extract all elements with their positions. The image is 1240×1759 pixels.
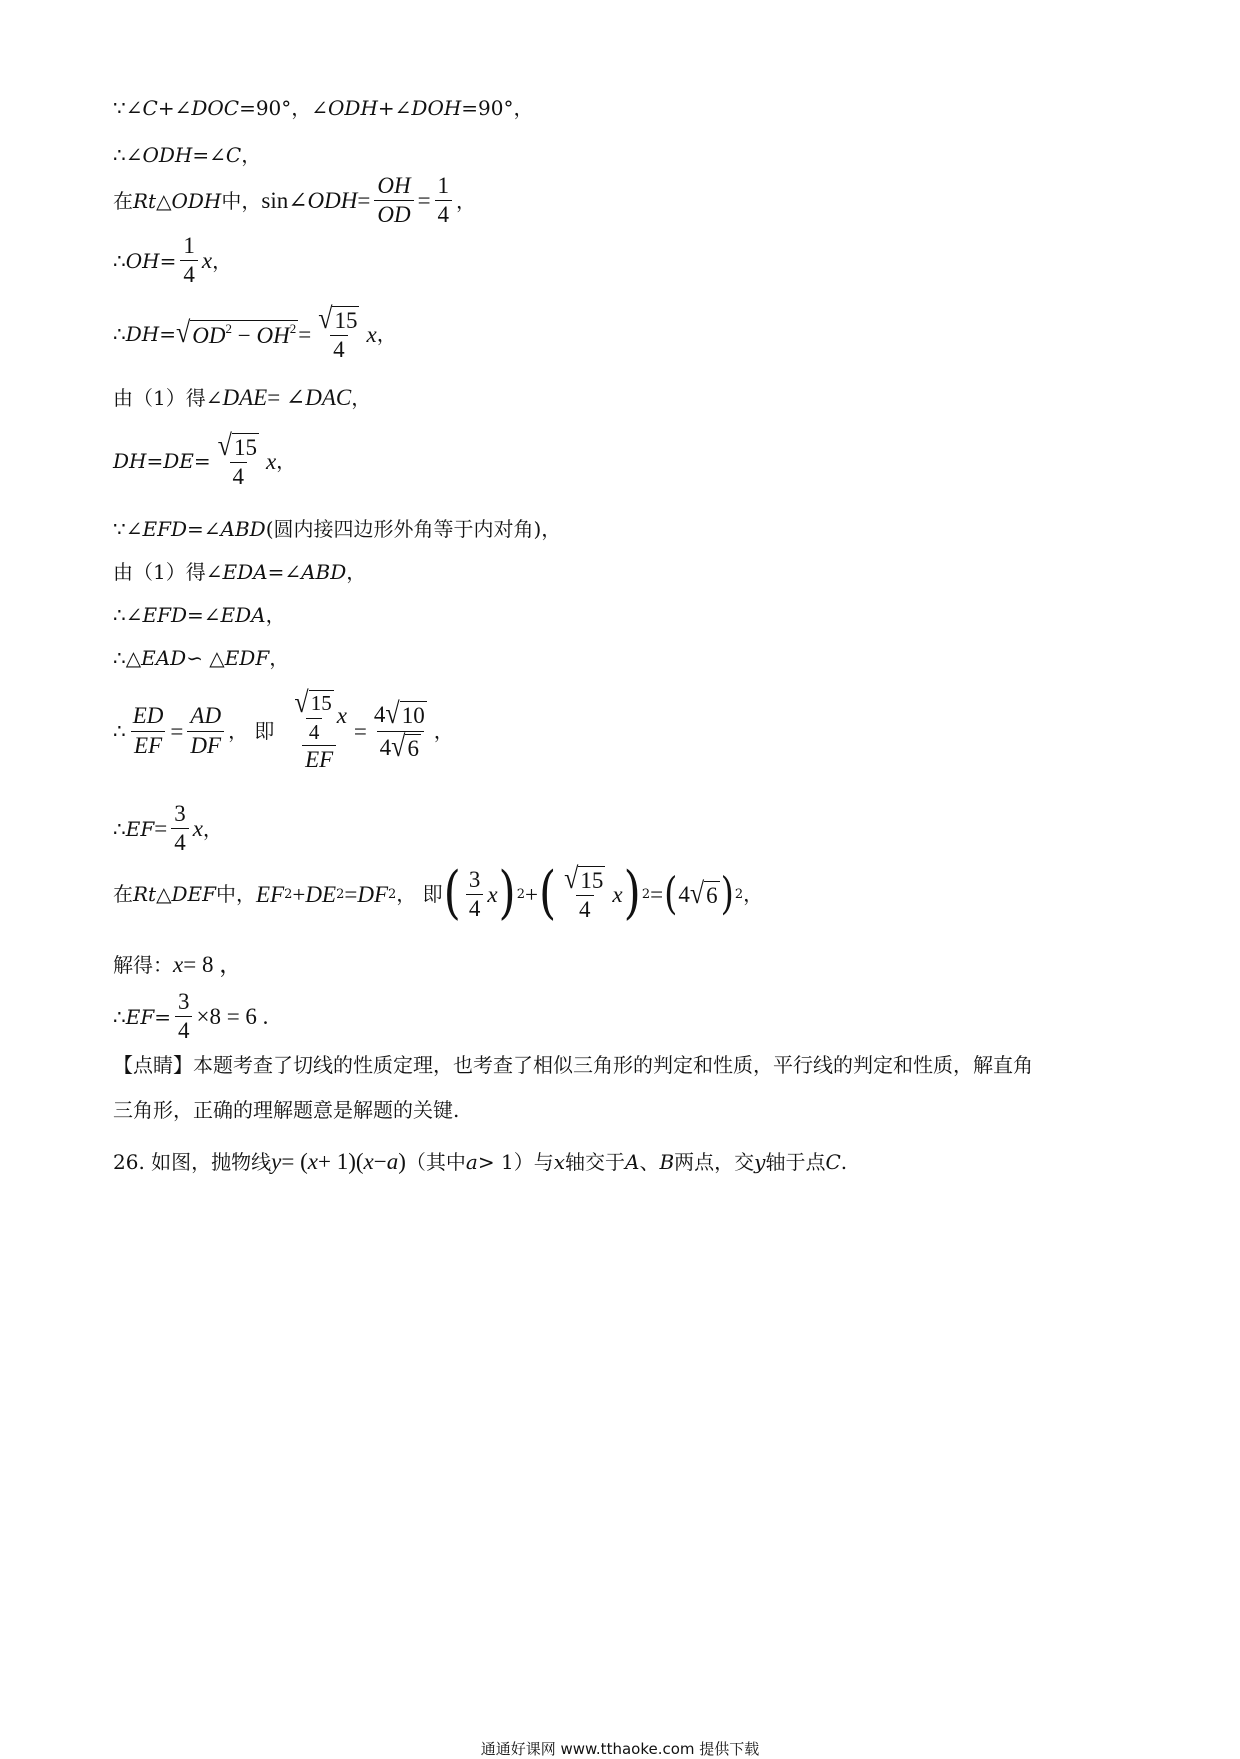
comment-line-1: 【点睛】本题考查了切线的性质定理，也考查了相似三角形的判定和性质，平行线的判定和性质，解直角 bbox=[113, 1053, 1033, 1077]
step-ratio: ∴ $\frac{ED}{EF}$ = $\frac{AD}{DF}$ ， 即 √ 15 4 x EF = 4 √ 10 4 √ 6 ， bbox=[113, 685, 454, 773]
page-footer: 通通好课网 www.tthaoke.com 提供下载 bbox=[480, 1740, 760, 1758]
comment-line-2: 三角形，正确的理解题意是解题的关键. bbox=[113, 1098, 460, 1122]
step-sin-odh: 在 Rt △ ODH 中， sin∠ ODH = $\frac{OH}{OD}$ = $\frac{1}{4}$ ， bbox=[113, 173, 477, 228]
compound-fraction: √ 15 4 x EF bbox=[294, 685, 347, 773]
step-ef-result: ∴ EF = $\frac{3}{4}$ ×8 = 6 . bbox=[113, 989, 269, 1044]
because-symbol: ∵ bbox=[113, 96, 126, 120]
step-eda-abd: 由（1）得∠ EDA =∠ ABD ， bbox=[113, 560, 367, 584]
step-efd-abd: ∵∠ EFD =∠ ABD (圆内接四边形外角等于内对角)， bbox=[113, 517, 562, 541]
fraction: 4 √ 10 4 √ 6 bbox=[373, 696, 425, 763]
fraction: √ 15 4 bbox=[564, 861, 604, 923]
question-26: 26. 如图，抛物线 y = ( x + 1)( x − a ) （其中 a > 1）与 x 轴交于 A 、 B 两点，交 y 轴于点 C . bbox=[113, 1149, 848, 1174]
fraction: $\frac{ED}{EF}$ bbox=[132, 703, 164, 758]
step-pythagoras: 在 Rt △ DEF 中， EF 2 + DE 2 = DF 2 ， 即 ( $\frac{3}{4}$ x ) 2 + ( √ 15 4 x ) 2 = ( 4 √ 6 ) 2 ， bbox=[113, 860, 764, 927]
step-dh-de: DH = DE = √ 15 4 x ， bbox=[113, 428, 297, 490]
fraction: $\frac{3}{4}$ bbox=[466, 868, 484, 921]
fraction: $\frac{1}{4}$ bbox=[180, 234, 198, 287]
fraction: $\frac{AD}{DF}$ bbox=[187, 704, 224, 757]
step-oh: ∴ OH = $\frac{1}{4}$ x ， bbox=[113, 233, 233, 288]
step-angle-sum: ∵ ∠ C +∠ DOC =90°，∠ ODH +∠ DOH =90°， bbox=[113, 96, 534, 120]
step-dh: ∴ DH = √ $OD^2 - OH^2$ = √ 15 4 x ， bbox=[113, 301, 397, 363]
step-efd-eda: ∴∠ EFD =∠ EDA ， bbox=[113, 603, 286, 627]
fraction: $\frac{OH}{OD}$ bbox=[374, 174, 413, 227]
fraction: √ 15 4 bbox=[217, 428, 257, 490]
fraction: $\frac{3}{4}$ bbox=[175, 990, 193, 1043]
step-ef-value: ∴ EF = $\frac{3}{4}$ x ， bbox=[113, 801, 223, 856]
fraction: √ 15 4 bbox=[318, 301, 358, 363]
step-similar-triangles: ∴△ EAD ∽ △ EDF ， bbox=[113, 646, 290, 670]
fraction: $\frac{1}{4}$ bbox=[435, 174, 453, 227]
step-solve-x: 解得： x = 8 ， bbox=[113, 952, 243, 977]
step-angle-equal: ∴∠ ODH =∠ C ， bbox=[113, 143, 262, 167]
square-root: √ $OD^2 - OH^2$ bbox=[175, 315, 297, 349]
step-dae-dac: 由（1）得∠ DAE = ∠ DAC ， bbox=[113, 385, 372, 410]
fraction: $\frac{3}{4}$ bbox=[171, 802, 189, 855]
